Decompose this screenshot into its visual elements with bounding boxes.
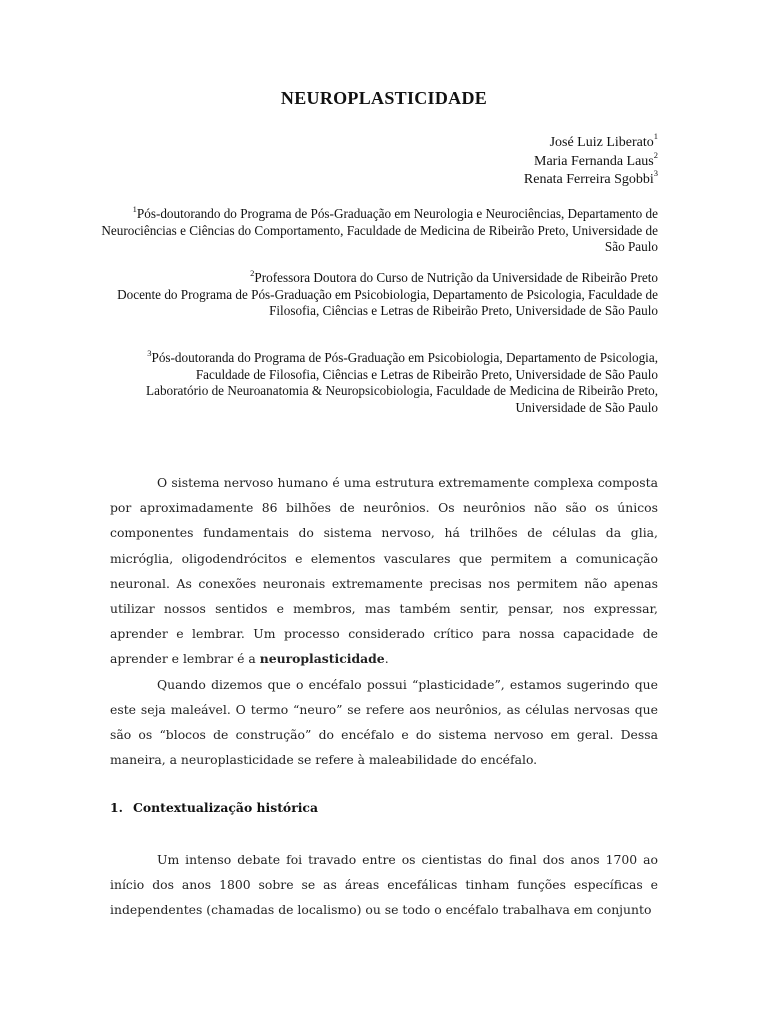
affiliation-text: Pós-doutoranda do Programa de Pós-Graduação em Psicobiologia, Departamento de Psicologia, Faculdade de Filosofia, Ciências e Letras de Ribeirão Preto, Universidade de São Paulo bbox=[151, 350, 658, 382]
section-title: Contextualização histórica bbox=[133, 800, 319, 815]
intro-paragraph-1 bbox=[110, 470, 658, 672]
affiliation-superscript: 3 bbox=[147, 347, 152, 358]
affiliation-text: Professora Doutora do Curso de Nutrição da Universidade de Ribeirão Preto bbox=[254, 270, 658, 285]
author-superscript: 3 bbox=[653, 168, 658, 179]
section-1-paragraph-1: Um intenso debate foi travado entre os cientistas do final dos anos 1700 ao início dos anos 1800 sobre se as áreas encefálicas tinham funções específicas e independentes (chamadas de localismo) ou se todo o encéfalo trabalhava em conjunto bbox=[110, 852, 658, 918]
author-2 bbox=[524, 149, 658, 172]
affiliation-text: Pós-doutorando do Programa de Pós-Graduação em Neurologia e Neurociências, Departamento de Neurociências e Ciências do Comportamento, Faculdade de Medicina de Ribeirão Preto, Universidade de São Paulo bbox=[101, 206, 658, 254]
author-name: José Luiz Liberato bbox=[549, 135, 654, 150]
author-superscript: 2 bbox=[653, 149, 658, 160]
paper-title: NEUROPLASTICIDADE bbox=[280, 88, 488, 108]
affiliation-1 bbox=[98, 203, 658, 256]
affiliation-2 bbox=[98, 267, 658, 320]
affiliation-superscript: 2 bbox=[250, 267, 255, 278]
affiliation-text: Docente do Programa de Pós-Graduação em Psicobiologia, Departamento de Psicologia, Faculdade de Filosofia, Ciências e Letras de Ribeirão Preto, Universidade de São Paulo bbox=[117, 286, 658, 318]
paragraph-end: . bbox=[384, 651, 389, 667]
author-name: Renata Ferreira Sgobbi bbox=[523, 172, 654, 187]
affiliation-3 bbox=[98, 347, 658, 416]
intro-paragraph-2: Quando dizemos que o encéfalo possui “plasticidade”, estamos sugerindo que este seja maleável. O termo “neuro” se refere aos neurônios, as células nervosas que são os “blocos de construção” do encéfalo e do sistema nervoso em geral. Dessa maneira, a neuroplasticidade se refere à maleabilidade do encéfalo. bbox=[110, 676, 658, 768]
author-superscript: 1 bbox=[653, 131, 658, 142]
intro-section bbox=[110, 470, 658, 772]
author-3 bbox=[523, 168, 658, 190]
author-name: Maria Fernanda Laus bbox=[534, 153, 654, 169]
bold-term: neuroplasticidade bbox=[259, 651, 385, 667]
section-number: 1. bbox=[110, 800, 123, 815]
paragraph-text: O sistema nervoso humano é uma estrutura extremamente complexa composta por aproximadamente 86 bilhões de neurônios. Os neurônios não são os únicos componentes fundamentais do sistema nervoso, há trilhões de células da glia, micróglia, oligodendrócitos e elementos vasculares que permitem a comunicação neuronal. As conexões neuronais extremamente precisas nos permitem não apenas utilizar nossos sentidos e membros, mas também sentir, pensar, nos expressar, aprender e lembrar. Um processo considerado crítico para nossa capacidade de aprender e lembrar é a bbox=[110, 475, 658, 667]
author-list bbox=[523, 131, 658, 190]
section-heading bbox=[110, 800, 318, 815]
section-1-body bbox=[110, 847, 658, 923]
author-1 bbox=[524, 131, 658, 153]
affiliation-superscript: 1 bbox=[132, 203, 137, 214]
affiliation-text: Laboratório de Neuroanatomia & Neuropsicobiologia, Faculdade de Medicina de Ribeirão Preto, Universidade de São Paulo bbox=[146, 383, 658, 415]
